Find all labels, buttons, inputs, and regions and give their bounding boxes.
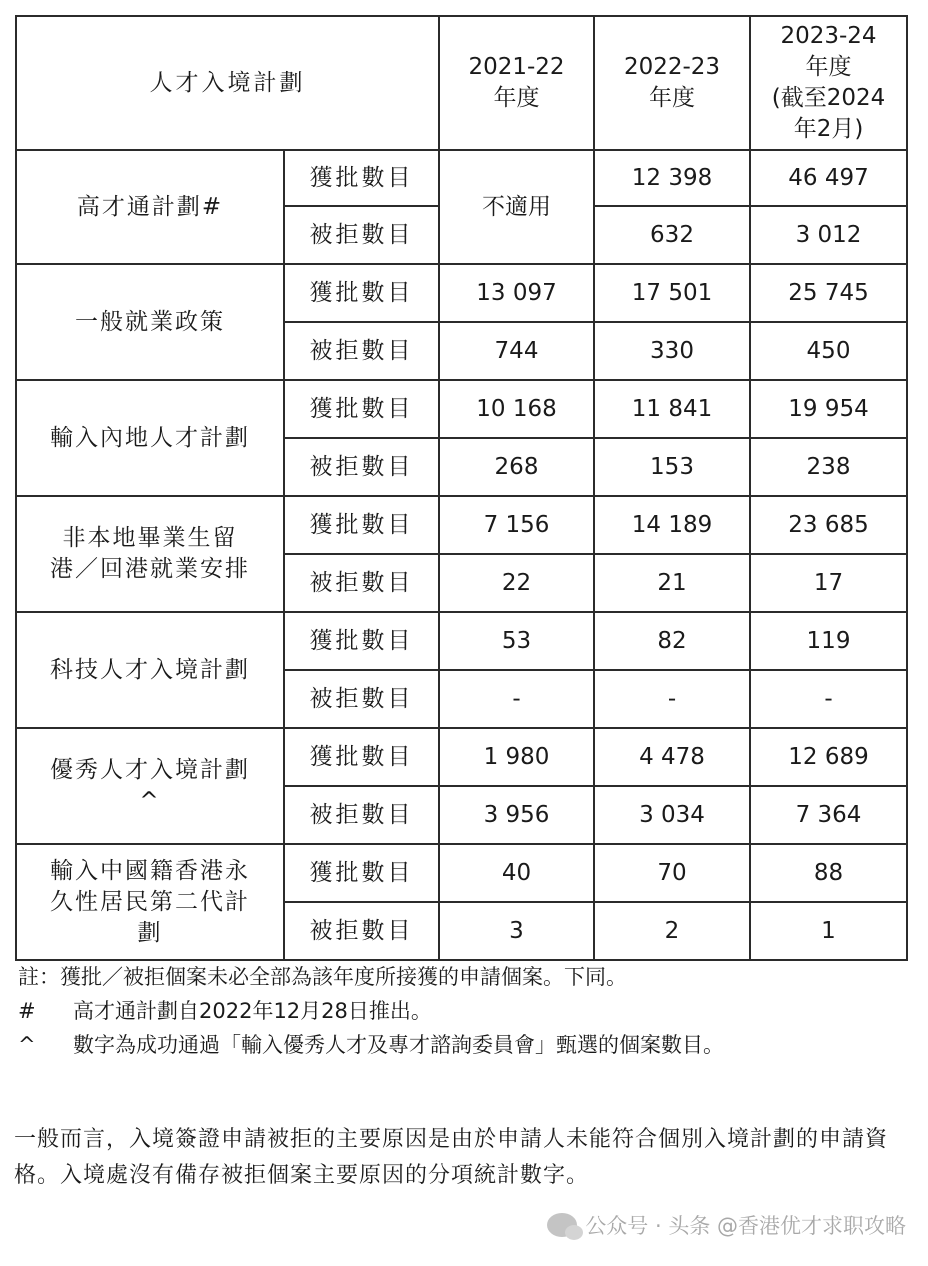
header-program: 人才入境計劃 [16, 16, 439, 150]
value-cell: 17 501 [594, 264, 750, 322]
note-hash: # 高才通計劃自2022年12月28日推出。 [18, 999, 432, 1023]
value-cell: - [594, 670, 750, 728]
value-cell: 7 156 [439, 496, 594, 554]
value-cell: - [750, 670, 907, 728]
value-cell: 3 956 [439, 786, 594, 844]
metric-label: 獲批數目 [284, 496, 439, 554]
program-name: 一般就業政策 [16, 264, 284, 380]
value-cell: 88 [750, 844, 907, 902]
metric-label: 被拒數目 [284, 438, 439, 496]
table-row [16, 496, 907, 554]
program-name: 科技人才入境計劃 [16, 612, 284, 728]
value-cell: 1 [750, 902, 907, 960]
table-row [16, 150, 907, 206]
value-cell: 7 364 [750, 786, 907, 844]
program-name: 輸入內地人才計劃 [16, 380, 284, 496]
value-cell: 153 [594, 438, 750, 496]
note-caret: ^ 數字為成功通過「輸入優秀人才及專才諮詢委員會」甄選的個案數目。 [18, 1033, 724, 1057]
value-cell: 10 168 [439, 380, 594, 438]
value-cell: 1 980 [439, 728, 594, 786]
value-cell: 13 097 [439, 264, 594, 322]
metric-label: 被拒數目 [284, 554, 439, 612]
watermark [547, 1210, 906, 1240]
table-row [16, 380, 907, 438]
value-cell: 19 954 [750, 380, 907, 438]
program-name: 輸入中國籍香港永 久性居民第二代計 劃 [16, 844, 284, 960]
table-row [16, 844, 907, 902]
value-cell: 25 745 [750, 264, 907, 322]
metric-label: 獲批數目 [284, 844, 439, 902]
table-row [16, 612, 907, 670]
table-notes [18, 960, 910, 1062]
metric-label: 獲批數目 [284, 380, 439, 438]
value-cell: 17 [750, 554, 907, 612]
value-cell: 744 [439, 322, 594, 380]
metric-label: 被拒數目 [284, 670, 439, 728]
value-cell: 21 [594, 554, 750, 612]
value-cell: 3 012 [750, 206, 907, 264]
value-cell: 46 497 [750, 150, 907, 206]
value-cell: - [439, 670, 594, 728]
note-general: 註：獲批／被拒個案未必全部為該年度所接獲的申請個案。下同。 [18, 965, 627, 989]
value-cell: 82 [594, 612, 750, 670]
wechat-icon [547, 1213, 577, 1237]
metric-label: 獲批數目 [284, 150, 439, 206]
metric-label: 獲批數目 [284, 264, 439, 322]
metric-label: 獲批數目 [284, 728, 439, 786]
value-cell: 70 [594, 844, 750, 902]
header-year-2: 2022-23 年度 [594, 16, 750, 150]
metric-label: 被拒數目 [284, 322, 439, 380]
value-cell: 2 [594, 902, 750, 960]
program-name: 高才通計劃# [16, 150, 284, 264]
explanatory-paragraph: 一般而言，入境簽證申請被拒的主要原因是由於申請人未能符合個別入境計劃的申請資格。入境處沒有備存被拒個案主要原因的分項統計數字。 [14, 1127, 889, 1188]
value-cell: 14 189 [594, 496, 750, 554]
value-cell: 3 [439, 902, 594, 960]
program-name: 非本地畢業生留 港／回港就業安排 [16, 496, 284, 612]
metric-label: 被拒數目 [284, 206, 439, 264]
value-cell: 119 [750, 612, 907, 670]
value-cell: 12 398 [594, 150, 750, 206]
header-year-3: 2023-24 年度 (截至2024 年2月) [750, 16, 907, 150]
metric-label: 獲批數目 [284, 612, 439, 670]
value-cell: 53 [439, 612, 594, 670]
value-cell: 11 841 [594, 380, 750, 438]
header-year-1: 2021-22 年度 [439, 16, 594, 150]
value-cell: 450 [750, 322, 907, 380]
table-row [16, 728, 907, 786]
value-cell: 23 685 [750, 496, 907, 554]
value-cell: 12 689 [750, 728, 907, 786]
value-cell: 238 [750, 438, 907, 496]
value-cell: 268 [439, 438, 594, 496]
program-name: 優秀人才入境計劃 ^ [16, 728, 284, 844]
talent-scheme-table [15, 15, 908, 961]
value-cell: 4 478 [594, 728, 750, 786]
value-cell: 22 [439, 554, 594, 612]
value-cell: 3 034 [594, 786, 750, 844]
metric-label: 被拒數目 [284, 902, 439, 960]
value-cell: 40 [439, 844, 594, 902]
value-cell: 不適用 [439, 150, 594, 264]
table-row [16, 264, 907, 322]
metric-label: 被拒數目 [284, 786, 439, 844]
watermark-text: 公众号 · 头条 @香港优才求职攻略 [585, 1214, 906, 1238]
value-cell: 330 [594, 322, 750, 380]
value-cell: 632 [594, 206, 750, 264]
